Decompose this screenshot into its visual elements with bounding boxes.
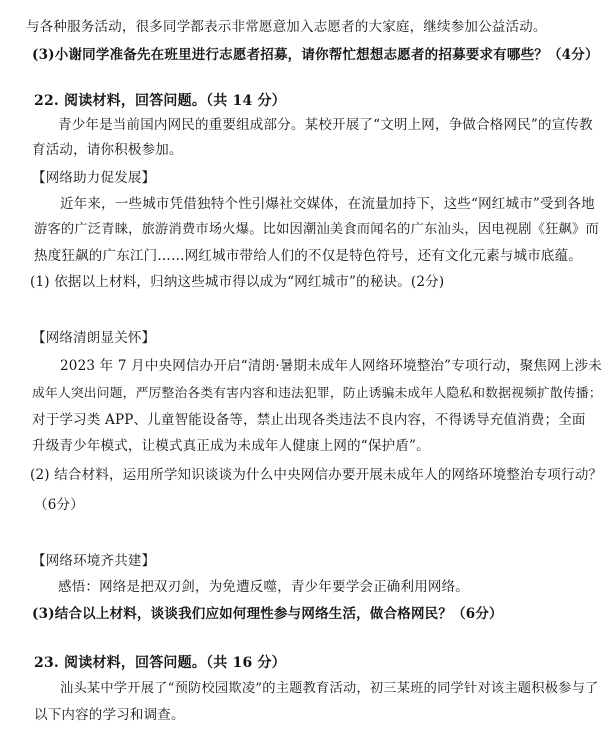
s2-question-line-2: （6分） xyxy=(34,497,84,513)
question-22-header: 22. 阅读材料，回答问题。（共 14 分） xyxy=(34,93,286,109)
question-23-header: 23. 阅读材料，回答问题。（共 16 分） xyxy=(34,655,286,671)
s1-paragraph-line-1: 近年来，一些城市凭借独特个性引爆社交媒体，在流量加持下，这些“网红城市”受到各地 xyxy=(60,196,595,212)
s1-question: (1) 依据以上材料，归纳这些城市得以成为“网红城市”的秘诀。(2分) xyxy=(30,274,445,290)
s2-paragraph-line-3: 对于学习类 APP、儿童智能设备等，禁止出现各类违法不良内容，不得诱导充值消费；全面 xyxy=(32,412,586,428)
question-3-prompt: (3)小谢同学准备先在班里进行志愿者招募，请你帮忙想想志愿者的招募要求有哪些？（4分） xyxy=(32,47,599,63)
q23-intro-line-2: 以下内容的学习和调查。 xyxy=(34,707,185,723)
section-title-network-clean: 【网络清朗显关怀】 xyxy=(32,330,156,346)
q23-intro-line-1: 汕头某中学开展了“预防校园欺凌”的主题教育活动，初三某班的同学针对该主题积极参与了 xyxy=(60,681,599,696)
continuation-text: 与各种服务活动，很多同学都表示非常愿意加入志愿者的大家庭，继续参加公益活动。 xyxy=(26,19,547,35)
section-title-network-build: 【网络环境齐共建】 xyxy=(32,553,156,569)
s2-paragraph-line-2: 成年人突出问题，严厉整治各类有害内容和违法犯罪，防止诱骗未成年人隐私和数据视频扩散传播； xyxy=(32,386,602,401)
s3-question: (3)结合以上材料，谈谈我们应如何理性参与网络生活，做合格网民？（6分） xyxy=(32,606,503,622)
q22-intro-line-1: 青少年是当前国内网民的重要组成部分。某校开展了“文明上网，争做合格网民”的宣传教 xyxy=(58,117,593,133)
s2-paragraph-line-4: 升级青少年模式，让模式真正成为未成年人健康上网的“保护盾”。 xyxy=(32,438,430,454)
q22-intro-line-2: 育活动，请你积极参加。 xyxy=(32,142,183,158)
s2-paragraph-line-1: 2023 年 7 月中央网信办开启“清朗·暑期未成年人网络环境整治”专项行动，聚焦网上涉未 xyxy=(60,358,602,374)
s1-paragraph-line-3: 热度狂飙的广东江门……网红城市带给人们的不仅是特色符号，还有文化元素与城市底蕴。 xyxy=(34,248,582,264)
s3-reflection: 感悟：网络是把双刃剑，为免遭反噬，青少年要学会正确利用网络。 xyxy=(58,579,469,595)
s1-paragraph-line-2: 游客的广泛青睐，旅游消费市场火爆。比如因潮汕美食而闻名的广东汕头，因电视剧《狂飙》而 xyxy=(34,222,599,237)
s2-question-line-1: (2) 结合材料，运用所学知识谈谈为什么中央网信办要开展未成年人的网络环境整治专项行动？ xyxy=(30,467,603,483)
section-title-network-development: 【网络助力促发展】 xyxy=(32,170,156,186)
